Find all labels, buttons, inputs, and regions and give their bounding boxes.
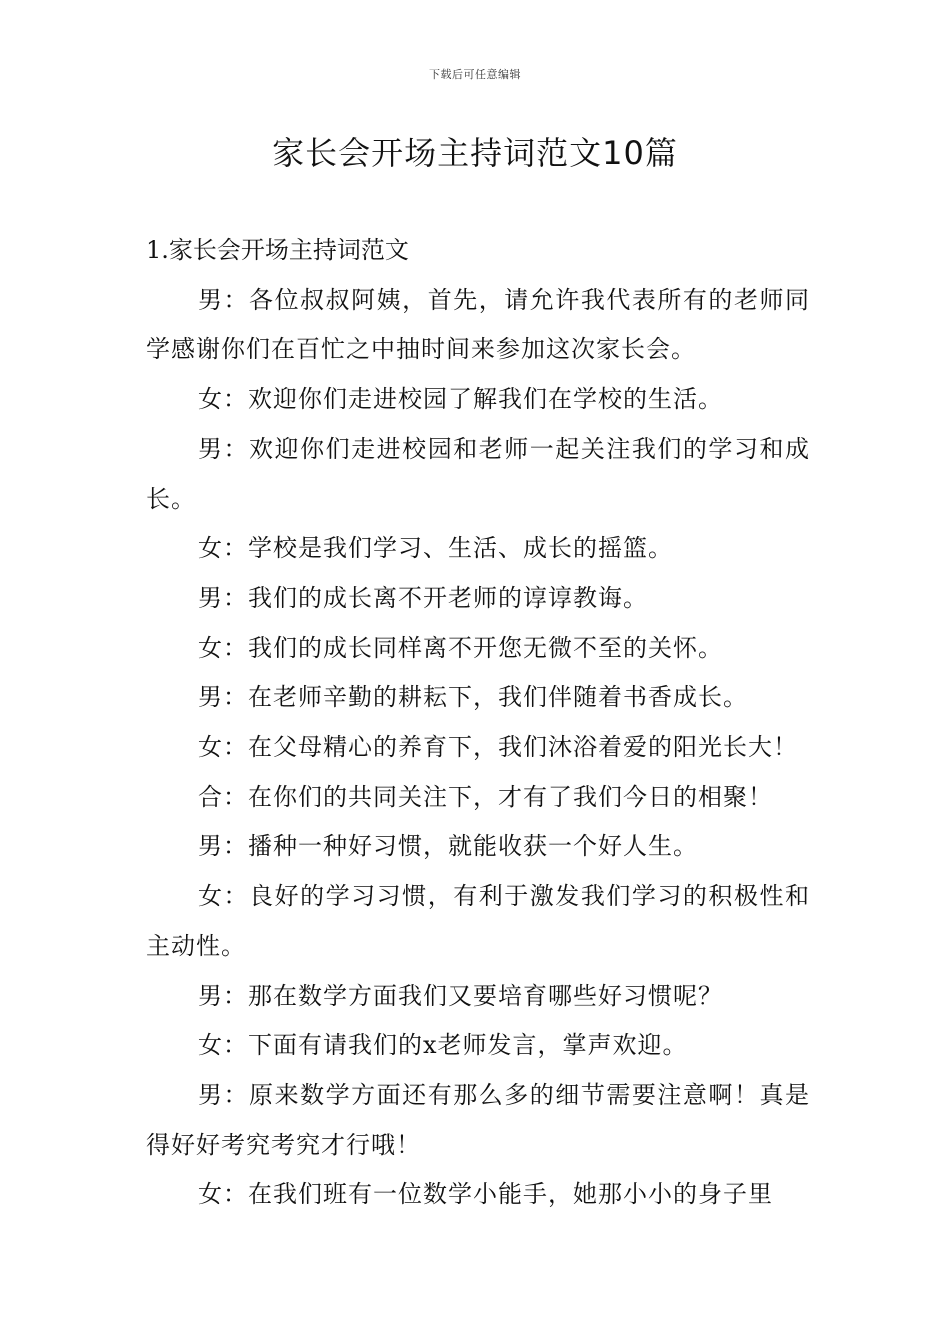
- paragraph: 女：我们的成长同样离不开您无微不至的关怀。: [198, 633, 723, 662]
- paragraph: 男：在老师辛勤的耕耘下，我们伴随着书香成长。: [198, 683, 748, 712]
- paragraph: 合：在你们的共同关注下，才有了我们今日的相聚！: [198, 782, 773, 811]
- paragraph: 男：欢迎你们走进校园和老师一起关注我们的学习和成长。: [146, 434, 810, 513]
- header-note: 下载后可任意编辑: [429, 68, 521, 81]
- paragraph: 女：下面有请我们的x老师发言，掌声欢迎。: [198, 1031, 688, 1060]
- page-title: 家长会开场主持词范文10篇: [272, 134, 678, 172]
- paragraph: 男：各位叔叔阿姨，首先，请允许我代表所有的老师同学感谢你们在百忙之中抽时间来参加这次家长会。: [146, 285, 810, 364]
- paragraph: 男：我们的成长离不开老师的谆谆教诲。: [198, 583, 648, 612]
- paragraph: 女：学校是我们学习、生活、成长的摇篮。: [198, 534, 673, 563]
- paragraph: 男：那在数学方面我们又要培育哪些好习惯呢？: [198, 981, 723, 1010]
- paragraph: 女：欢迎你们走进校园了解我们在学校的生活。: [198, 385, 723, 414]
- paragraph: 男：播种一种好习惯，就能收获一个好人生。: [198, 832, 698, 861]
- section-heading: 1.家长会开场主持词范文: [146, 236, 409, 264]
- paragraph: 女：良好的学习习惯，有利于激发我们学习的积极性和主动性。: [146, 882, 810, 960]
- paragraph: 女：在我们班有一位数学小能手，她那小小的身子里: [198, 1180, 773, 1209]
- paragraph: 男：原来数学方面还有那么多的细节需要注意啊！真是得好好考究考究才行哦！: [146, 1080, 810, 1159]
- document-body: [146, 226, 810, 1220]
- paragraph: 女：在父母精心的养育下，我们沐浴着爱的阳光长大！: [198, 733, 798, 762]
